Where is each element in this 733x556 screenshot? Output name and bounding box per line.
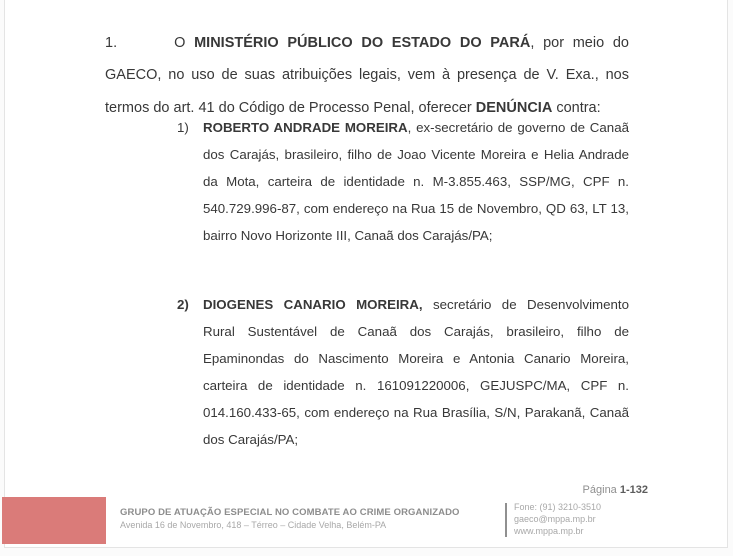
paragraph-middle: , por meio do GAECO, no uso de suas atribuições legais, vem à presença de V. Exa., nos termos do art. 41 do Código de Processo Penal, oferecer: [105, 34, 629, 116]
footer-org-block: [120, 507, 460, 532]
institution-name: MINISTÉRIO PÚBLICO DO ESTADO DO PARÁ: [194, 34, 531, 51]
footer-divider: [505, 503, 507, 537]
paragraph-number: 1.: [105, 34, 118, 51]
defendant-1-number: 1): [177, 120, 189, 135]
defendant-item-1: [177, 114, 629, 249]
footer-contact-block: [514, 501, 601, 537]
defendant-2-name: DIOGENES CANARIO MOREIRA,: [203, 297, 423, 312]
defendant-item-2: [177, 291, 630, 453]
defendant-1-name: ROBERTO ANDRADE MOREIRA: [203, 120, 408, 135]
paragraph-lead: O: [174, 34, 195, 51]
footer-accent-bar: [2, 497, 106, 544]
paragraph-tail: contra:: [552, 99, 601, 116]
footer-phone: Fone: (91) 3210-3510: [514, 502, 602, 512]
defendant-2-description: secretário de Desenvolvimento Rural Sustentável de Canaã dos Carajás, brasileiro, filho de Epaminondas do Nascimento Moreira e Antonia Canario Moreira, carteira de identidade n. 161091220006, GEJUSPC/MA, CPF n. 014.160.433-65, com endereço na Rua Brasília, S/N, Parakanã, Canaã dos Carajás/PA;: [203, 297, 630, 447]
page-number: [583, 484, 648, 497]
opening-paragraph: [105, 27, 629, 125]
denuncia-term: DENÚNCIA: [475, 99, 553, 116]
page-number-value: 1-132: [619, 484, 648, 496]
defendant-2-number: 2): [177, 297, 189, 312]
footer-email: gaeco@mppa.mp.br: [514, 514, 596, 524]
footer-website: www.mppa.mp.br: [514, 526, 584, 536]
defendant-1-description: , ex-secretário de governo de Canaã dos Carajás, brasileiro, filho de Joao Vicente Moreira e Helia Andrade da Mota, carteira de identidade n. M-3.855.463, SSP/MG, CPF n. 540.729.996-87, com endereço na Rua 15 de Novembro, QD 63, LT 13, bairro Novo Horizonte III, Canaã dos Carajás/PA;: [203, 120, 629, 243]
document-page: [4, 0, 728, 548]
org-name: GRUPO DE ATUAÇÃO ESPECIAL NO COMBATE AO CRIME ORGANIZADO: [120, 507, 460, 518]
page-number-label: Página: [582, 484, 620, 496]
org-address: Avenida 16 de Novembro, 418 – Térreo – Cidade Velha, Belém-PA: [120, 520, 387, 530]
